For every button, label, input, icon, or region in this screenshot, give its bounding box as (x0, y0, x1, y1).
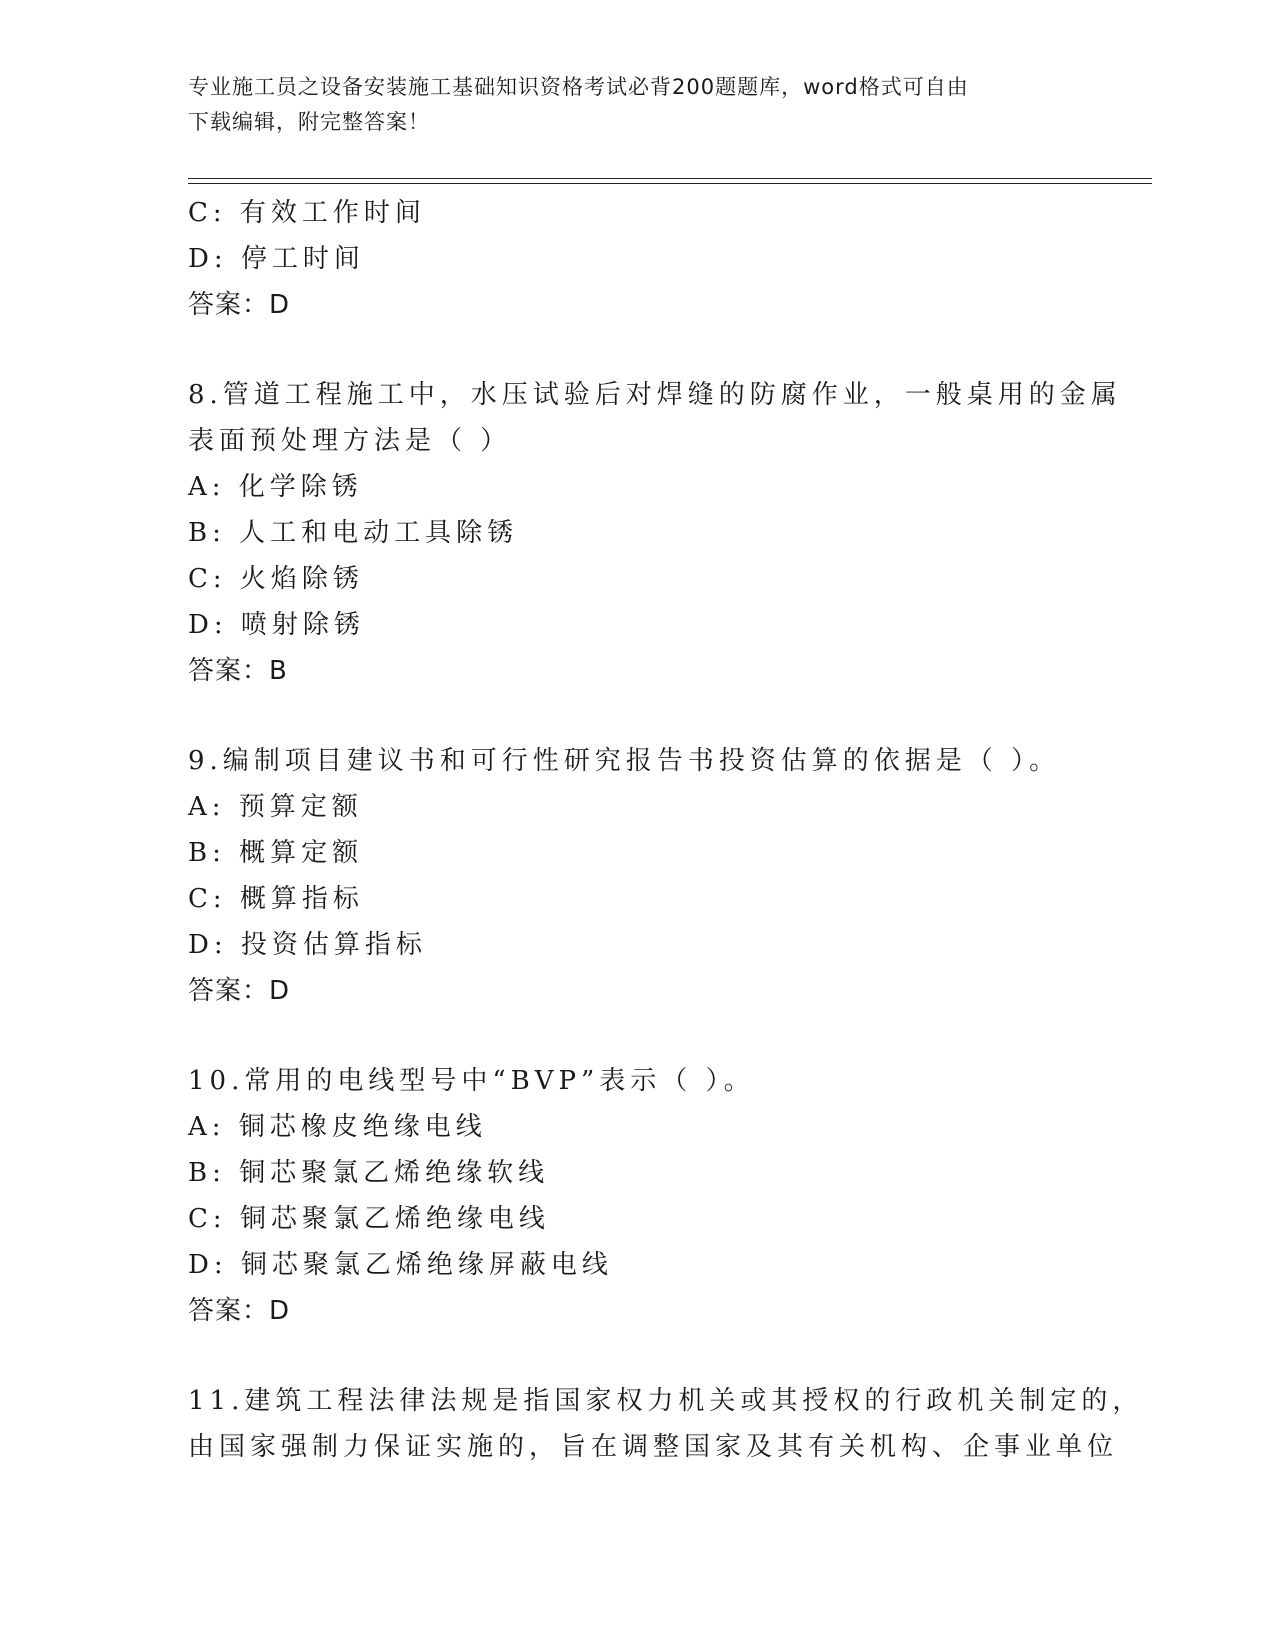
option-d: D: 停工时间 (188, 244, 365, 274)
answer: 答案：D (188, 290, 291, 320)
option-b: B: 人工和电动工具除锈 (188, 518, 519, 548)
question-7-tail (188, 190, 1088, 328)
header-divider-bottom (188, 183, 1152, 184)
header-divider-top (188, 178, 1152, 179)
option-c: C: 火焰除锈 (188, 564, 364, 594)
document-header (188, 70, 1088, 140)
question-text: 9.编制项目建议书和可行性研究报告书投资估算的依据是（ ）。 (188, 746, 1061, 776)
question-11 (188, 1378, 1144, 1470)
option-d: D: 铜芯聚氯乙烯绝缘屏蔽电线 (188, 1250, 613, 1280)
question-text: 表面预处理方法是（ ） (188, 426, 512, 456)
option-a: A: 预算定额 (188, 792, 363, 822)
question-10 (188, 1058, 1088, 1334)
option-a: A: 铜芯橡皮绝缘电线 (188, 1112, 487, 1142)
option-c: C: 有效工作时间 (188, 198, 426, 228)
answer: 答案：D (188, 976, 291, 1006)
question-text: 10.常用的电线型号中“BVP”表示（ ）。 (188, 1066, 755, 1096)
question-8 (188, 372, 1122, 694)
question-text: 8.管道工程施工中，水压试验后对焊缝的防腐作业，一般桌用的金属 (188, 380, 1122, 410)
option-b: B: 概算定额 (188, 838, 364, 868)
option-c: C: 概算指标 (188, 884, 364, 914)
question-text: 由国家强制力保证实施的，旨在调整国家及其有关机构、企事业单位 (188, 1432, 1119, 1462)
option-a: A: 化学除锈 (188, 472, 363, 502)
header-line-1: 专业施工员之设备安装施工基础知识资格考试必背200题题库，word格式可自由 (188, 75, 969, 99)
answer: 答案：B (188, 656, 288, 686)
option-c: C: 铜芯聚氯乙烯绝缘电线 (188, 1204, 550, 1234)
option-d: D: 喷射除锈 (188, 610, 365, 640)
question-list (188, 190, 1144, 1470)
header-line-2: 下载编辑，附完整答案！ (188, 110, 430, 134)
answer: 答案：D (188, 1296, 291, 1326)
question-9 (188, 738, 1088, 1014)
option-d: D: 投资估算指标 (188, 930, 427, 960)
option-b: B: 铜芯聚氯乙烯绝缘软线 (188, 1158, 550, 1188)
question-text: 11.建筑工程法律法规是指国家权力机关或其授权的行政机关制定的， (188, 1386, 1144, 1416)
